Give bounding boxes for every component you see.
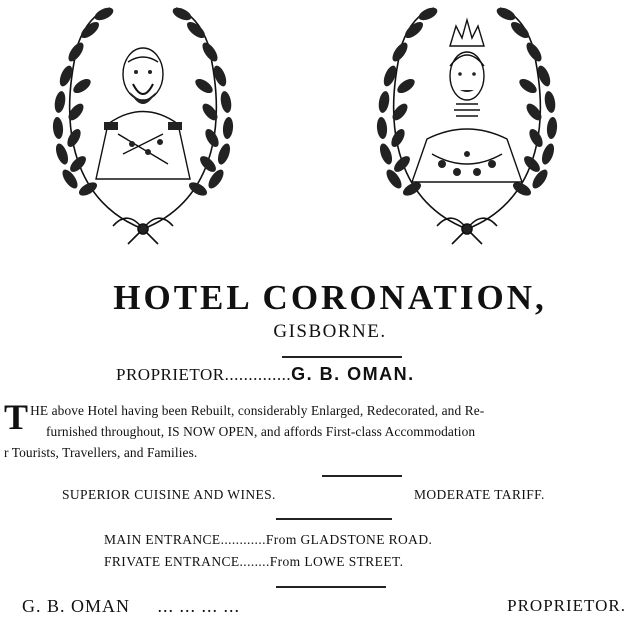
proprietor-dots: .............. xyxy=(224,365,292,384)
divider xyxy=(322,475,402,477)
description-line-1: HE above Hotel having been Rebuilt, considerably Enlarged, Redecorated, and Re- xyxy=(30,403,485,418)
hotel-description xyxy=(4,397,629,463)
main-entrance-line: MAIN ENTRANCE............From GLADSTONE ROAD. xyxy=(104,532,433,547)
location-subtitle: GISBORNE. xyxy=(273,321,387,342)
divider xyxy=(276,518,392,520)
footer-dots: ... ... ... ... xyxy=(157,596,241,616)
description-line-3: r Tourists, Travellers, and Families. xyxy=(4,445,198,460)
drop-cap: T xyxy=(4,397,29,437)
king-portrait-illustration xyxy=(48,4,238,249)
footer-role: PROPRIETOR. xyxy=(507,596,626,615)
private-entrance-line: FRIVATE ENTRANCE........From LOWE STREET. xyxy=(104,554,404,569)
footer-name: G. B. OMAN xyxy=(22,596,131,616)
divider xyxy=(276,586,386,588)
proprietor-name: G. B. OMAN. xyxy=(291,364,415,384)
feature-cuisine: SUPERIOR CUISINE AND WINES. xyxy=(62,487,276,502)
page-title: HOTEL CORONATION, xyxy=(113,278,547,317)
feature-tariff: MODERATE TARIFF. xyxy=(414,487,545,502)
features-row xyxy=(62,487,602,503)
proprietor-line xyxy=(116,364,415,385)
divider xyxy=(282,356,402,358)
proprietor-label: PROPRIETOR xyxy=(116,365,225,384)
description-line-2: furnished throughout, IS NOW OPEN, and affords First-class Accommodation xyxy=(46,424,476,439)
queen-portrait-illustration xyxy=(372,4,562,249)
footer-signature xyxy=(22,596,626,617)
